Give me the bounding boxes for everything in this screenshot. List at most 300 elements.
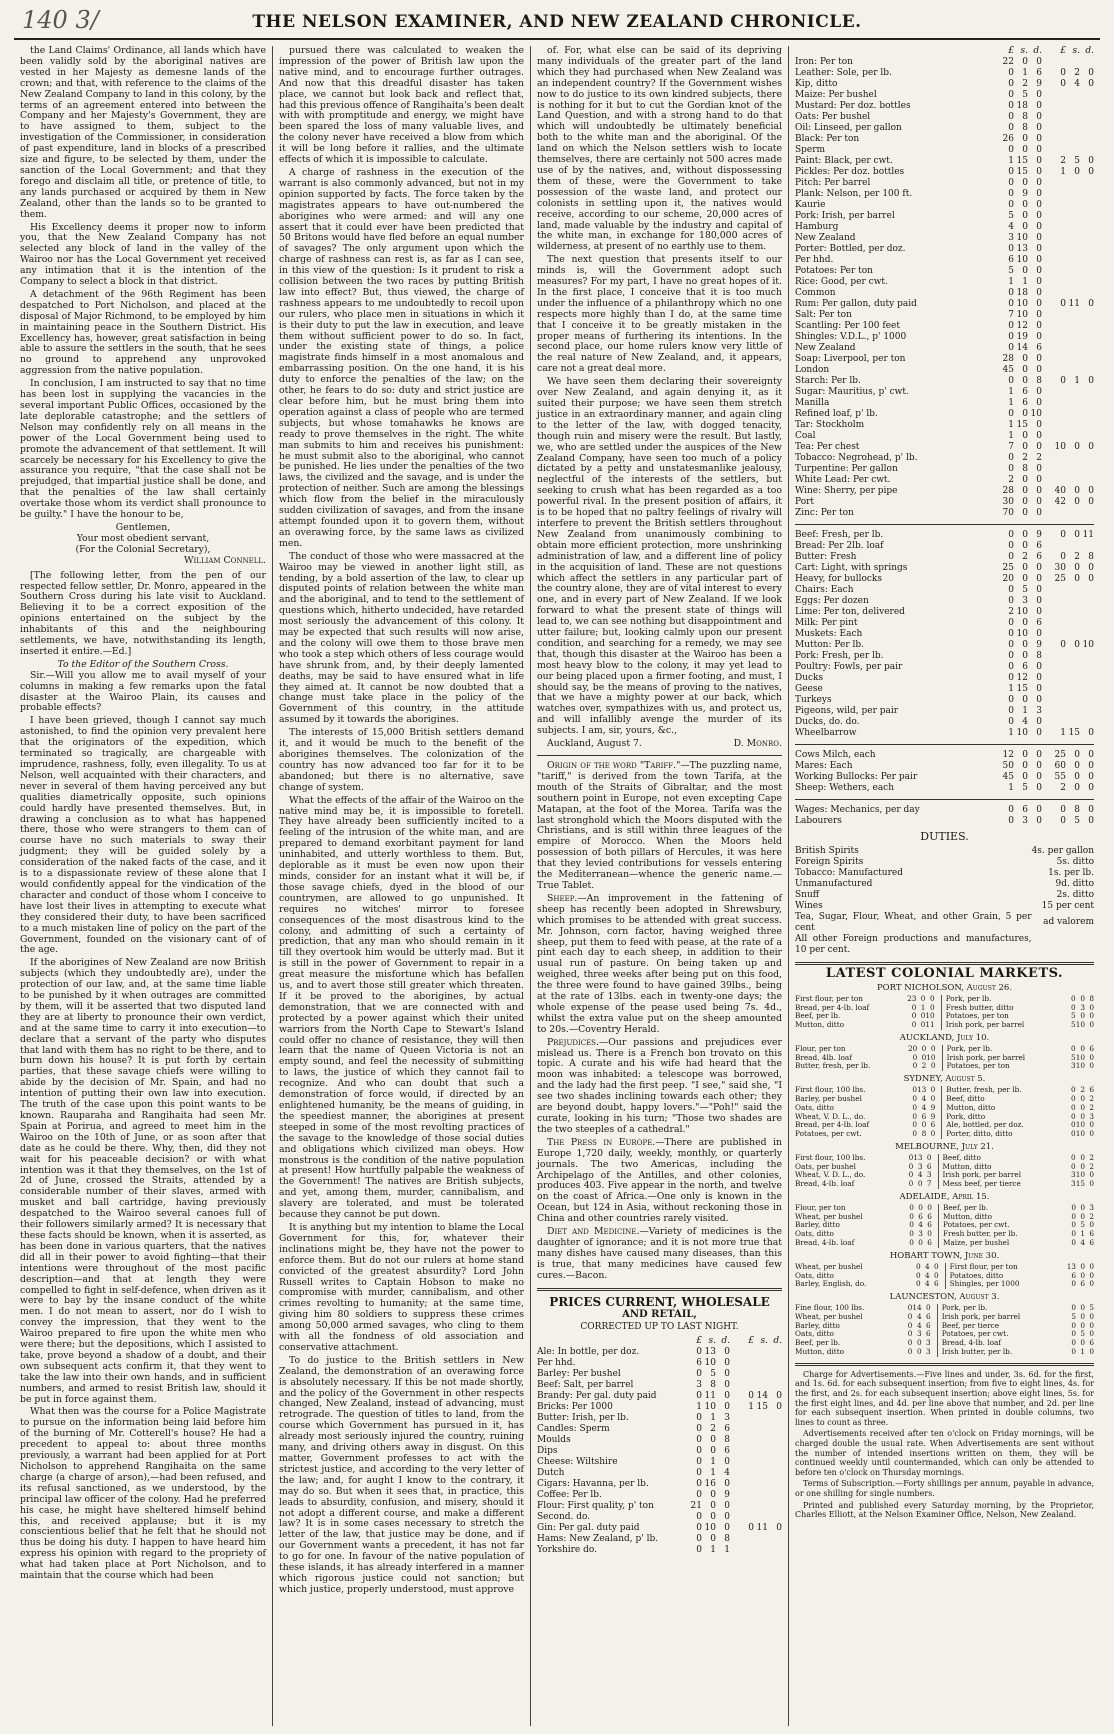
price-value: 5 xyxy=(1074,156,1080,166)
price-value: 0 xyxy=(1036,475,1042,485)
news-item xyxy=(537,1038,782,1136)
price-gap xyxy=(1042,783,1052,794)
price-value: 0 xyxy=(1022,442,1028,452)
price-value: 0 xyxy=(1060,299,1066,309)
wages-table xyxy=(795,805,1094,827)
price-value: 0 xyxy=(1036,310,1042,320)
price-value: 0 xyxy=(1036,574,1042,584)
price-value xyxy=(1066,343,1080,354)
market-value: 0 xyxy=(1080,1320,1085,1330)
market-value: 4 xyxy=(925,1270,930,1280)
publication-notice: Terms of Subscription.—Forty shillings per annum, payable in advance, or one shilling for single numbers. xyxy=(795,1479,1094,1498)
market-item-label: First flour, 100 lbs. xyxy=(795,1152,866,1162)
price-value: 2 xyxy=(1074,552,1080,562)
price-value: 8 xyxy=(724,1435,730,1446)
price-value xyxy=(1052,211,1066,222)
market-value: 0 xyxy=(1080,1211,1085,1221)
market-value: 0 xyxy=(1071,1129,1076,1139)
price-value xyxy=(1052,90,1066,101)
price-value: 15 xyxy=(1016,684,1028,694)
price-value: 55 xyxy=(1054,772,1066,782)
price-value: 0 xyxy=(1036,596,1042,606)
market-value: 4 xyxy=(921,1102,927,1112)
price-value: 0 xyxy=(1036,816,1042,826)
price-value: 2 xyxy=(1008,607,1014,617)
price-row xyxy=(795,200,1094,211)
price-value: 0 xyxy=(1022,563,1028,573)
price-value: 50 xyxy=(1002,761,1014,771)
price-value: 8 xyxy=(724,1534,730,1545)
price-value xyxy=(1066,420,1080,431)
duties-table xyxy=(795,846,1094,956)
price-value: 3 xyxy=(696,1380,702,1391)
price-value: 0 xyxy=(1008,662,1014,672)
price-value: 0 xyxy=(1008,596,1014,606)
price-value: 25 xyxy=(1054,750,1066,760)
price-value xyxy=(1080,343,1094,354)
price-value: 0 xyxy=(1036,673,1042,683)
price-value: 0 xyxy=(1036,750,1042,760)
price-value: 10 xyxy=(1016,629,1028,639)
price-value: 10 xyxy=(1016,728,1028,738)
price-value xyxy=(1052,651,1066,662)
market-value: 0 xyxy=(1071,993,1076,1003)
price-value xyxy=(1080,541,1094,552)
price-value: 60 xyxy=(1054,761,1066,771)
price-value: 0 xyxy=(724,1457,730,1468)
price-value: 15 xyxy=(1068,728,1080,738)
market-value: 0 xyxy=(1080,1270,1085,1280)
column-3 xyxy=(530,46,788,1726)
divider xyxy=(537,1288,782,1291)
price-row xyxy=(795,409,1094,420)
price-gap xyxy=(1042,156,1052,167)
price-value: 0 xyxy=(1036,607,1042,617)
market-value: 0 xyxy=(1071,1102,1076,1112)
price-value xyxy=(1052,464,1066,475)
market-value: 3 xyxy=(926,1347,931,1357)
price-value xyxy=(740,1545,754,1556)
price-value: 0 xyxy=(696,1523,702,1534)
price-value: 10 xyxy=(1082,640,1094,650)
price-value xyxy=(1080,673,1094,684)
price-value: 3 xyxy=(1022,596,1028,606)
price-header-blank xyxy=(795,46,1000,57)
price-value: 0 xyxy=(1036,420,1042,430)
price-value: 6 xyxy=(696,1358,702,1369)
price-value xyxy=(1052,596,1066,607)
price-item-label: Oats: Per bushel xyxy=(795,112,871,122)
price-value: 0 xyxy=(1022,178,1028,188)
price-value: 0 xyxy=(1088,442,1094,452)
price-row xyxy=(795,750,1094,761)
price-item-label: Brandy: Per gal. duty paid xyxy=(537,1391,657,1402)
price-value: 0 xyxy=(1036,629,1042,639)
duty-row xyxy=(795,934,1094,956)
market-value: 2 xyxy=(1089,1211,1094,1221)
market-item-label: Beef, per lb. xyxy=(795,1011,841,1021)
price-row xyxy=(795,365,1094,376)
price-unit-header: £ xyxy=(748,1336,754,1347)
news-item-title: Origin of the word "Tariff." xyxy=(547,760,681,771)
market-item-label: Potatoes, ditto xyxy=(949,1270,1004,1280)
price-item-label: Cigars: Havanna, per lb. xyxy=(537,1479,649,1490)
price-value: 20 xyxy=(1002,574,1014,584)
price-value: 0 xyxy=(1060,79,1066,89)
market-table xyxy=(795,1304,1094,1357)
price-value: 45 xyxy=(1002,365,1014,375)
market-value: 0 xyxy=(1071,1161,1076,1171)
price-gap xyxy=(1042,640,1052,651)
market-value: 0 xyxy=(907,1303,913,1313)
market-value: 20 xyxy=(907,1043,918,1053)
price-value: 10 xyxy=(1054,442,1066,452)
market-item-label: Bread, 4-lb. loaf xyxy=(795,1238,855,1248)
price-value: 3 xyxy=(1008,233,1014,243)
price-gap xyxy=(730,1523,740,1534)
price-value xyxy=(754,1501,768,1512)
market-value: 5 xyxy=(1071,1011,1076,1021)
price-value: 21 xyxy=(690,1501,702,1512)
price-item-label: Manilla xyxy=(795,398,830,408)
price-value xyxy=(1066,321,1080,332)
price-value: 0 xyxy=(1036,585,1042,595)
market-value: 15 xyxy=(1075,1179,1085,1189)
price-item-label: Wheelbarrow xyxy=(795,728,857,738)
price-value xyxy=(1052,629,1066,640)
price-row xyxy=(795,530,1094,541)
price-value: 12 xyxy=(1016,321,1028,331)
price-item-label: Bricks: Per 1000 xyxy=(537,1402,613,1413)
price-item-label: Moulds xyxy=(537,1435,571,1446)
price-item-label: Beef: Fresh, per lb. xyxy=(795,530,884,540)
market-value: 0 xyxy=(927,1229,932,1239)
divider xyxy=(795,744,1094,745)
price-gap xyxy=(1042,596,1052,607)
price-value: 0 xyxy=(776,1523,782,1534)
price-value: 0 xyxy=(1008,288,1014,298)
price-value: 0 xyxy=(1008,200,1014,210)
price-value: 0 xyxy=(1008,178,1014,188)
price-item-label: Sugar: Mauritius, p' cwt. xyxy=(795,387,909,397)
price-row xyxy=(537,1479,782,1490)
price-value xyxy=(1052,310,1066,321)
duties-title: DUTIES. xyxy=(920,830,969,843)
market-item-label: Wheat, per bushel xyxy=(795,1211,863,1221)
price-value xyxy=(1066,673,1080,684)
price-value xyxy=(1080,706,1094,717)
price-value xyxy=(1080,134,1094,145)
duty-row xyxy=(795,890,1094,901)
price-row xyxy=(795,618,1094,629)
price-item-label: Zinc: Per ton xyxy=(795,508,854,518)
price-value: 8 xyxy=(1022,112,1028,122)
paragraph: pursued there was calculated to weaken the impression of the power of British law upon the native mind, and to encourage further outrages. And now that this dreadful disaster has taken place, we cannot but look back and reflect that, had this previous offence of Rangihaita's been dealt with with promptitude and energy, we might have been spared the loss of many valuable lives, and the colony never have received a blow from which it will be long before it rallies, and the ultimate effects of which it is impossible to calculate. xyxy=(279,46,524,166)
prices-table-1 xyxy=(537,1336,782,1556)
column-2 xyxy=(272,46,530,1726)
price-value: 15 xyxy=(1016,420,1028,430)
price-value: 0 xyxy=(696,1512,702,1523)
price-value xyxy=(1066,453,1080,464)
market-item-label: First flour, per ton xyxy=(949,1261,1018,1271)
market-value: 0 xyxy=(917,1338,922,1348)
paragraph: The conduct of those who were massacred at the Wairoo may be viewed in another light still, as tending, by a bold assertion of the law, to clear up disputed points of relation between the white man and the aboriginal, and to tend to the settlement of questions which, hitherto undecided, have retarded most seriously the advancement of this colony. It may be expected that such results will now arise, and the colony will owe them to those brave men who took a step which others of less courage would have shrunk from, and, by their deeply lamented deaths, may be said to have ensured what in life they aimed at. It cannot be now doubted that a change must take place in the policy of the Government of this country, in the attitude assumed by it towards the aborigines. xyxy=(279,550,524,726)
price-value xyxy=(768,1347,782,1358)
price-value: 0 xyxy=(1008,651,1014,661)
price-value: 70 xyxy=(1002,508,1014,518)
price-value: 8 xyxy=(1088,552,1094,562)
market-item-label: Beef, ditto xyxy=(946,1093,985,1103)
market-item-label: Fine flour, 100 lbs. xyxy=(795,1303,865,1313)
price-value: 0 xyxy=(1088,68,1094,78)
news-item-title: Sheep. xyxy=(547,892,578,904)
market-value: 0 xyxy=(1080,1102,1085,1112)
price-value: 26 xyxy=(1002,134,1014,144)
news-item xyxy=(537,894,782,1036)
price-gap xyxy=(1042,123,1052,134)
signoff-line: (For the Colonial Secretary), xyxy=(75,543,211,555)
price-row xyxy=(795,497,1094,508)
price-row xyxy=(795,805,1094,816)
price-gap xyxy=(730,1512,740,1523)
paragraph: We have seen them declaring their sovereignty over New Zealand, and again denying it, as it suited their purpose; we have seen them stretch justice in an extraordinary manner, and again cling to the letter of the law, with dogged tenacity, though ruin and misery were the result. But lastly, we, who are settled under the auspices of the New Zealand Company, have seen too much of a policy dictated by a petty and unstatesmanlike jealousy, neglectful of the interests of the settlers, but seeking to crush what has been regarded as a too powerful rival. In the present position of affairs, it is to be hoped that no paltry feelings of rivalry will interfere to prevent the British settlers throughout New Zealand from unanimously combining to obtain more efficient protection, more unshrinking administration of law, and a different line of policy in the acquisition of land. These are not questions which affect the settlers in any particular part of the country alone, they are of vital interest to every one, and in every part of New Zealand. If we look forward to what the present state of things will lead to, we can see nothing but disappointment and utter failure; but, looking calmly upon our present condition, and searching for a remedy, we may see that, though this disaster at the Wairoo has been a most heavy blow to the colony, it may yet lead to our being placed upon a firmer footing, and must, I should say, be the means of proving to the natives, that we have a mighty power at our back, which watches over, sympathizes with us, and protect us, and will infallibly avenge the murder of its subjects. I am, sir, yours, &c., xyxy=(537,376,782,737)
letter-addressee: To the Editor of the Southern Cross. xyxy=(57,658,229,670)
price-value: 0 xyxy=(1088,486,1094,496)
price-value xyxy=(1052,134,1066,145)
price-value xyxy=(1052,266,1066,277)
price-item-label: Bread: Per 2lb. loaf xyxy=(795,541,884,551)
price-row xyxy=(795,310,1094,321)
price-value: 9 xyxy=(1036,530,1042,540)
market-value: 0 xyxy=(1071,1152,1076,1162)
price-value: 16 xyxy=(704,1479,716,1490)
price-value: 2 xyxy=(1060,156,1066,166)
price-gap xyxy=(1042,167,1052,178)
price-value xyxy=(1066,398,1080,409)
price-value: 2 xyxy=(1022,453,1028,463)
price-value: 1 xyxy=(1008,728,1014,738)
price-value: 7 xyxy=(1008,442,1014,452)
duty-row xyxy=(795,846,1094,857)
price-value xyxy=(1052,233,1066,244)
price-row xyxy=(795,354,1094,365)
price-row xyxy=(537,1380,782,1391)
price-item-label: Ale: In bottle, per doz. xyxy=(537,1347,640,1358)
market-value: 0 xyxy=(1071,1347,1076,1357)
market-value: 0 xyxy=(1089,1129,1094,1139)
price-value xyxy=(740,1358,754,1369)
price-value xyxy=(1080,112,1094,123)
market-town-heading: HOBART TOWN, June 30. xyxy=(889,1250,1000,1261)
price-value: 0 xyxy=(1008,673,1014,683)
market-value: 0 xyxy=(1089,1061,1094,1071)
price-value: 0 xyxy=(1036,189,1042,199)
price-value xyxy=(1066,211,1080,222)
price-value xyxy=(754,1534,768,1545)
market-value: 6 xyxy=(934,1279,939,1289)
price-gap xyxy=(1042,695,1052,706)
price-value: 0 xyxy=(1060,68,1066,78)
price-value xyxy=(1052,288,1066,299)
price-item-label: Pigeons, wild, per pair xyxy=(795,706,899,716)
price-value xyxy=(740,1468,754,1479)
price-row xyxy=(795,486,1094,497)
price-value: 0 xyxy=(1088,783,1094,793)
market-value: 0 xyxy=(907,1329,913,1339)
duty-rate: 9d. ditto xyxy=(1055,878,1094,889)
price-value: 0 xyxy=(1036,266,1042,276)
market-item-label: Irish butter, per lb. xyxy=(941,1347,1013,1357)
market-value: 0 xyxy=(1071,1320,1076,1330)
market-item-label: Bread, 4-lb. loaf xyxy=(795,1179,855,1189)
price-value: 0 xyxy=(1008,618,1014,628)
price-gap xyxy=(1042,541,1052,552)
price-item-label: Oil: Linseed, per gallon xyxy=(795,123,902,133)
market-value: 3 xyxy=(926,1338,931,1348)
price-value xyxy=(1080,431,1094,442)
price-gap xyxy=(1042,266,1052,277)
price-row xyxy=(795,233,1094,244)
price-item-label: Working Bullocks: Per pair xyxy=(795,772,918,782)
market-value: 0 xyxy=(1089,1170,1094,1180)
price-gap xyxy=(730,1457,740,1468)
paragraph: If the aborigines of New Zealand are now British subjects (which they undoubtedly are), under the protection of our law, and, at the same time liable to be punished by it when outrages are committed by them, will it be asserted that two disputed land they are at liberty to pronounce their own verdict, and at the same time to carry it into execution—to declare that a servant of the party who disputes that land with them has no right to be there, and to burn down his house? It is put forth by certain parties, that these savage chiefs were willing to abide by the decision of Mr. Spain, and had no intention of putting their own law into execution. The truth of the case upon this point wants to be known. Rauparaha and Rangihaita had seen Mr. Spain at Porirua, and agreed to meet him in the Wairoo on the 10th of June, or as soon after that date as he could be there. Why, then, did they not wait for his peaceable decision? or with what intention was it that they themselves, on the 1st of 2d of June, crossed the Straits, attended by a considerable number of their slaves, armed with musket and ball cartridge, having previously despatched to the Wairoo several canoes full of their followers similarly armed? It is necessary that these facts should be known, when it is asserted, as has been done in various quarters, that the natives did all in their power to avoid fighting—that their intentions were throughout of the most pacific description—and that at length they were compelled to fight in self-defence, when driven as it were to bay by the insane conduct of the white men. I do not mean to assert, nor do I wish to convey the impression, that they went to the Wairoo prepared to fire upon the white men who were there; but the depositions, which I assisted to take, prove beyond a shadow of a doubt, and their own subsequent acts confirm it, that they went to take the law into their own hands, and in sufficient numbers, and armed to resist British law, should it be put in force against them. xyxy=(20,957,266,1405)
price-row xyxy=(795,244,1094,255)
price-value xyxy=(1066,618,1080,629)
price-value: 18 xyxy=(1016,288,1028,298)
price-value: 8 xyxy=(710,1380,716,1391)
price-value: 0 xyxy=(696,1424,702,1435)
price-value: 8 xyxy=(1036,651,1042,661)
price-gap xyxy=(1042,200,1052,211)
price-value: 0 xyxy=(1088,79,1094,89)
price-value: 0 xyxy=(1022,211,1028,221)
price-value xyxy=(754,1479,768,1490)
price-item-label: Wages: Mechanics, per day xyxy=(795,805,920,815)
market-value: 1 xyxy=(1080,1229,1085,1239)
price-value xyxy=(1066,332,1080,343)
price-item-label: Soap: Liverpool, per ton xyxy=(795,354,906,364)
price-value: 28 xyxy=(1002,486,1014,496)
price-gap xyxy=(1042,420,1052,431)
price-item-label: Tea: Per chest xyxy=(795,442,860,452)
price-value: 0 xyxy=(696,1457,702,1468)
price-value xyxy=(768,1435,782,1446)
letter-signoff xyxy=(20,523,266,567)
market-value: 0 xyxy=(921,1043,927,1053)
price-value: 42 xyxy=(1054,497,1066,507)
market-value: 0 xyxy=(1071,1202,1076,1212)
price-value: 0 xyxy=(696,1369,702,1380)
price-value: 0 xyxy=(1074,772,1080,782)
market-item-label: Wheat, V. D. L., do. xyxy=(795,1111,866,1121)
price-item-label: Common xyxy=(795,288,836,298)
price-value: 0 xyxy=(696,1490,702,1501)
price-row xyxy=(795,167,1094,178)
price-value xyxy=(768,1358,782,1369)
price-value xyxy=(1080,629,1094,640)
price-value: 0 xyxy=(1074,761,1080,771)
price-value xyxy=(1080,684,1094,695)
price-gap xyxy=(730,1358,740,1369)
paragraph: Sir.—Will you allow me to avail myself of your columns in making a few remarks upon the fatal disaster at the Wairoo Plain, its causes and probable effects? xyxy=(20,669,266,714)
price-value: 0 xyxy=(1022,541,1028,551)
price-gap xyxy=(730,1424,740,1435)
market-value: 13 xyxy=(913,1152,923,1162)
price-value: 14 xyxy=(756,1391,768,1402)
price-row xyxy=(795,266,1094,277)
price-gap xyxy=(1042,90,1052,101)
price-value: 0 xyxy=(724,1380,730,1391)
price-value xyxy=(1052,585,1066,596)
price-item-label: Maize: Per bushel xyxy=(795,90,877,100)
market-value: 3 xyxy=(1071,1170,1076,1180)
market-value: 5 xyxy=(1080,1329,1085,1339)
market-value: 0 xyxy=(1071,1043,1076,1053)
price-row xyxy=(537,1545,782,1556)
price-value: 0 xyxy=(724,1369,730,1380)
price-value xyxy=(754,1468,768,1479)
market-value: 3 xyxy=(917,1329,922,1339)
price-item-label: Port xyxy=(795,497,815,507)
price-value: 10 xyxy=(1016,233,1028,243)
price-value: 13 xyxy=(1016,244,1028,254)
price-row xyxy=(795,442,1094,453)
price-value: 22 xyxy=(1002,57,1014,67)
price-value: 0 xyxy=(1036,398,1042,408)
price-gap xyxy=(1042,706,1052,717)
price-item-label: Leather: Sole, per lb. xyxy=(795,68,892,78)
market-value: 0 xyxy=(1089,1120,1094,1130)
price-gap xyxy=(1042,772,1052,783)
price-value: 1 xyxy=(1008,398,1014,408)
market-value: 0 xyxy=(909,1238,914,1248)
price-value: 1 xyxy=(724,1545,730,1556)
market-value: 0 xyxy=(1089,1052,1094,1062)
price-value xyxy=(1052,365,1066,376)
price-row xyxy=(795,398,1094,409)
paragraph: The interests of 15,000 British settlers demand it, and it would be much to the benefit of the aborigines themselves. The colonization of the country has now advanced too far for it to be abandoned; but there is no alternative, save change of system. xyxy=(279,727,524,793)
price-value xyxy=(1066,277,1080,288)
price-value: 0 xyxy=(1036,365,1042,375)
market-value: 0 xyxy=(912,1111,917,1121)
newspaper-title: THE NELSON EXAMINER, AND NEW ZEALAND CHRONICLE. xyxy=(252,12,862,32)
price-value xyxy=(1052,354,1066,365)
price-item-label: Plank: Nelson, per 100 ft. xyxy=(795,189,913,199)
price-item-label: Starch: Per lb. xyxy=(795,376,861,386)
price-value: 2 xyxy=(1022,79,1028,89)
price-value: 6 xyxy=(1036,541,1042,551)
price-value xyxy=(768,1424,782,1435)
duty-item: Tea, Sugar, Flour, Wheat, and other Grain, 5 per cent xyxy=(795,911,1032,933)
price-value: 25 xyxy=(1002,563,1014,573)
price-value: 0 xyxy=(1008,244,1014,254)
price-value: 6 xyxy=(1036,343,1042,353)
market-value: 0 xyxy=(1080,993,1085,1003)
price-value: 0 xyxy=(1008,409,1014,419)
market-value: 2 xyxy=(1089,1152,1094,1162)
price-value xyxy=(768,1545,782,1556)
price-value: 12 xyxy=(1002,750,1014,760)
price-row xyxy=(795,277,1094,288)
price-gap xyxy=(730,1446,740,1457)
price-value: 4 xyxy=(1008,222,1014,232)
price-value: 0 xyxy=(1008,321,1014,331)
price-item-label: Hamburg xyxy=(795,222,839,232)
price-value xyxy=(1066,541,1080,552)
price-value xyxy=(1080,288,1094,299)
market-value: 4 xyxy=(1080,1238,1085,1248)
